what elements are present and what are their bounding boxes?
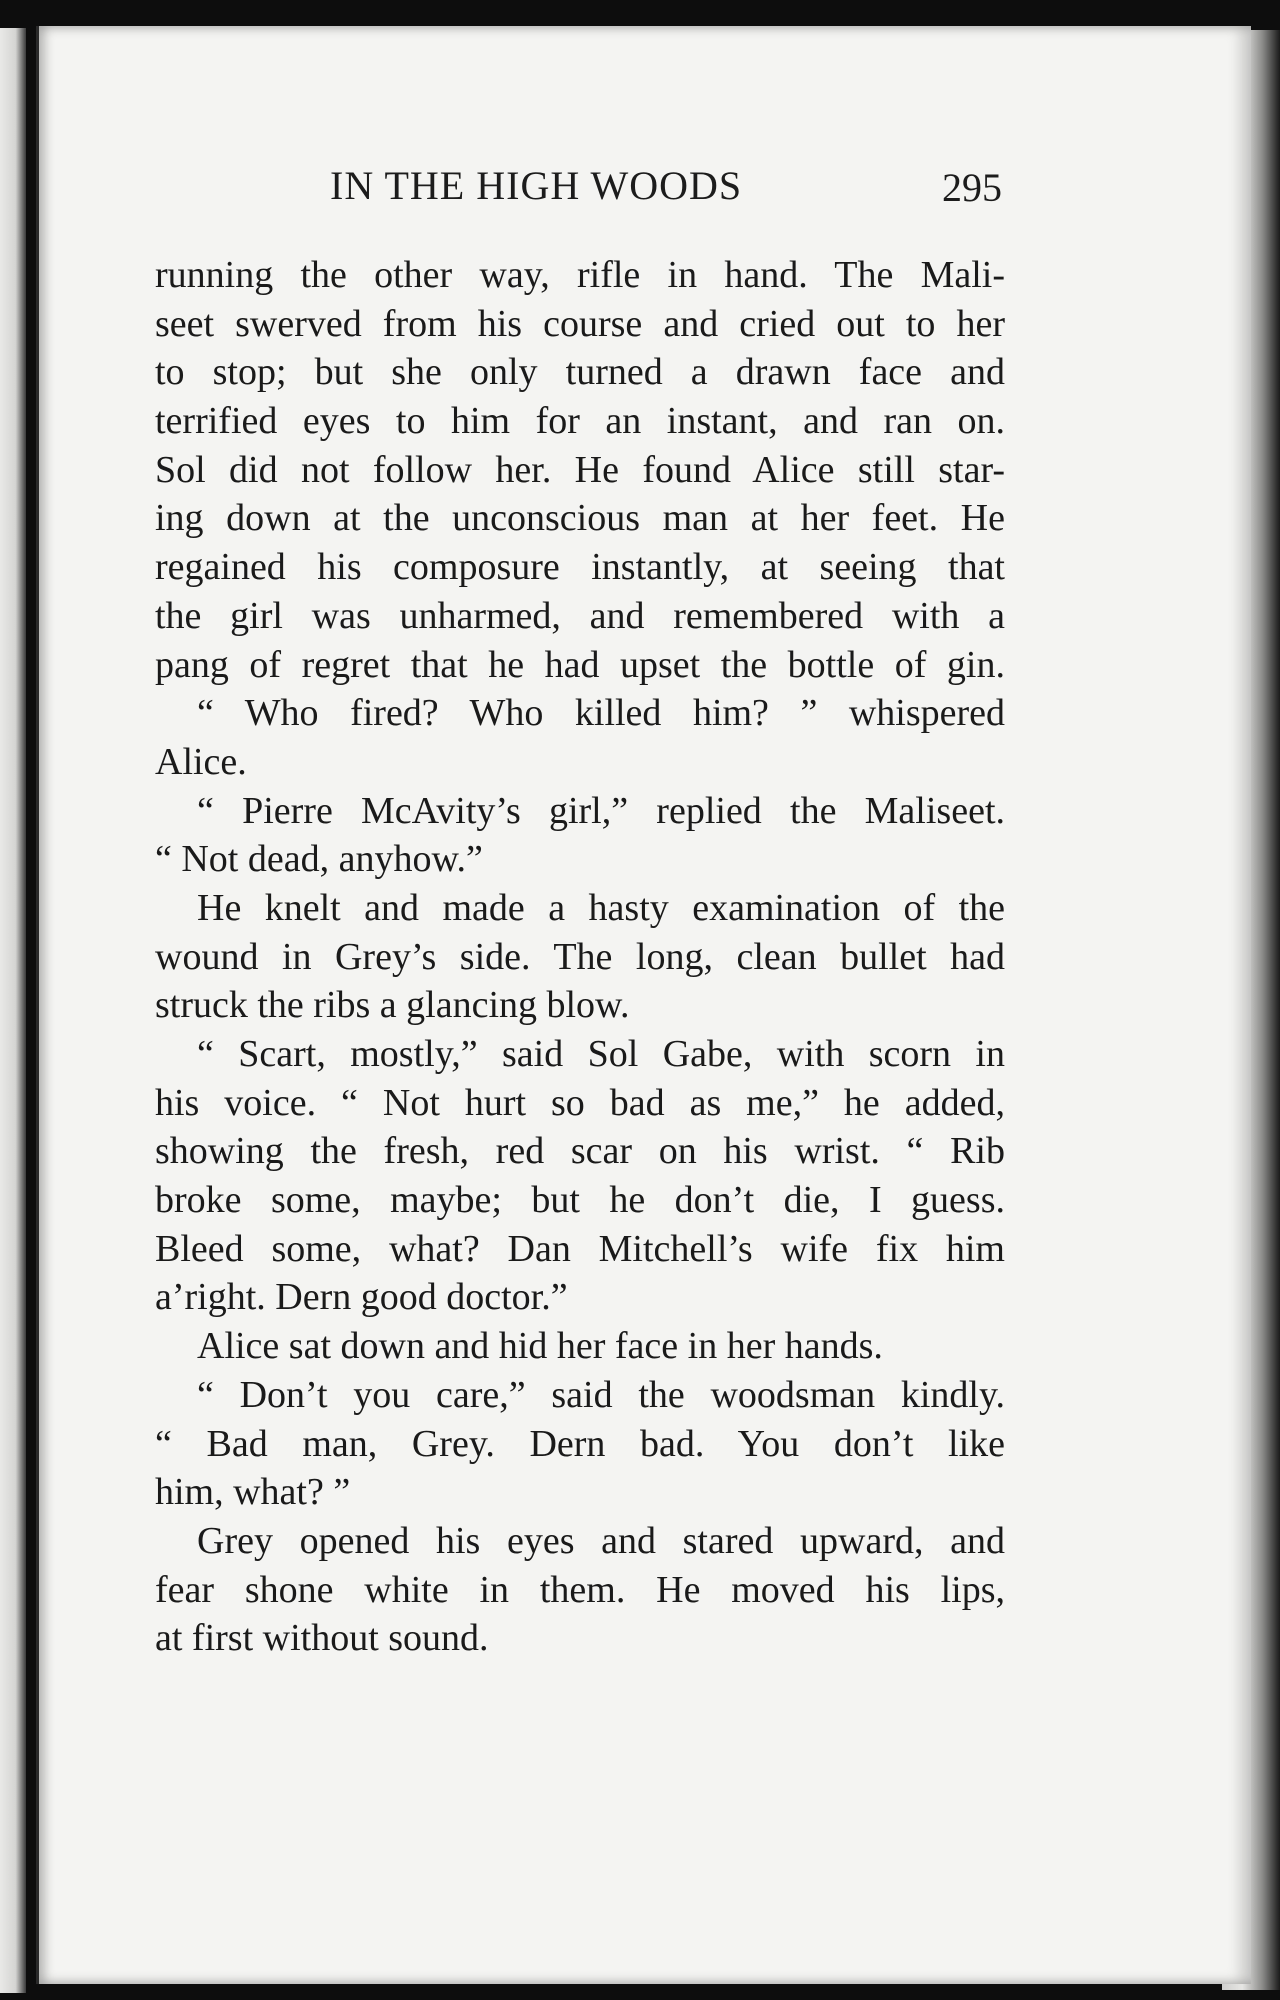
text-line: pang of regret that he had upset the bottle of gin. (155, 643, 1005, 686)
facing-page-edge (0, 28, 26, 1993)
text-line: his voice. “ Not hurt so bad as me,” he added, (155, 1081, 1005, 1124)
text-line: the girl was unharmed, and remembered with a (155, 594, 1005, 637)
text-line: “ Bad man, Grey. Dern bad. You don’t like (155, 1422, 1005, 1465)
text-line: running the other way, rifle in hand. The Mali- (155, 254, 1005, 296)
text-line: regained his composure instantly, at seeing that (155, 546, 1005, 589)
text-line: terrified eyes to him for an instant, and ran on. (155, 400, 1005, 443)
text-line: “ Not dead, anyhow.” (155, 838, 483, 881)
text-line: a’right. Dern good doctor.” (155, 1276, 568, 1319)
text-line: struck the ribs a glancing blow. (155, 984, 630, 1027)
text-line: Alice sat down and hid her face in her hands. (197, 1325, 883, 1368)
text-line: wound in Grey’s side. The long, clean bullet had (155, 935, 1005, 978)
text-line: seet swerved from his course and cried out to her (155, 302, 1005, 345)
text-line: “ Scart, mostly,” said Sol Gabe, with scorn in (197, 1033, 1005, 1075)
text-line: Bleed some, what? Dan Mitchell’s wife fix him (155, 1227, 1005, 1270)
text-line: to stop; but she only turned a drawn face and (155, 351, 1005, 394)
text-line: “ Don’t you care,” said the woodsman kindly. (197, 1373, 1005, 1416)
text-line: Grey opened his eyes and stared upward, and (197, 1519, 1005, 1562)
text-line: He knelt and made a hasty examination of the (197, 886, 1005, 929)
text-line: Alice. (155, 740, 247, 783)
text-line: fear shone white in them. He moved his lips, (155, 1568, 1005, 1611)
text-line: ing down at the unconscious man at her feet. He (155, 497, 1005, 540)
body-text (155, 251, 1005, 1663)
page-number: 295 (942, 165, 1002, 210)
text-line: him, what? ” (155, 1471, 351, 1514)
text-line: at first without sound. (155, 1617, 489, 1660)
text-line: Sol did not follow her. He found Alice still star- (155, 448, 1005, 491)
text-line: “ Pierre McAvity’s girl,” replied the Maliseet. (197, 789, 1005, 832)
page-header (155, 162, 1005, 222)
running-head: IN THE HIGH WOODS (330, 163, 743, 208)
text-line: broke some, maybe; but he don’t die, I guess. (155, 1179, 1005, 1222)
text-line: showing the fresh, red scar on his wrist. “ Rib (155, 1130, 1005, 1173)
text-line: “ Who fired? Who killed him? ” whispered (197, 692, 1005, 735)
